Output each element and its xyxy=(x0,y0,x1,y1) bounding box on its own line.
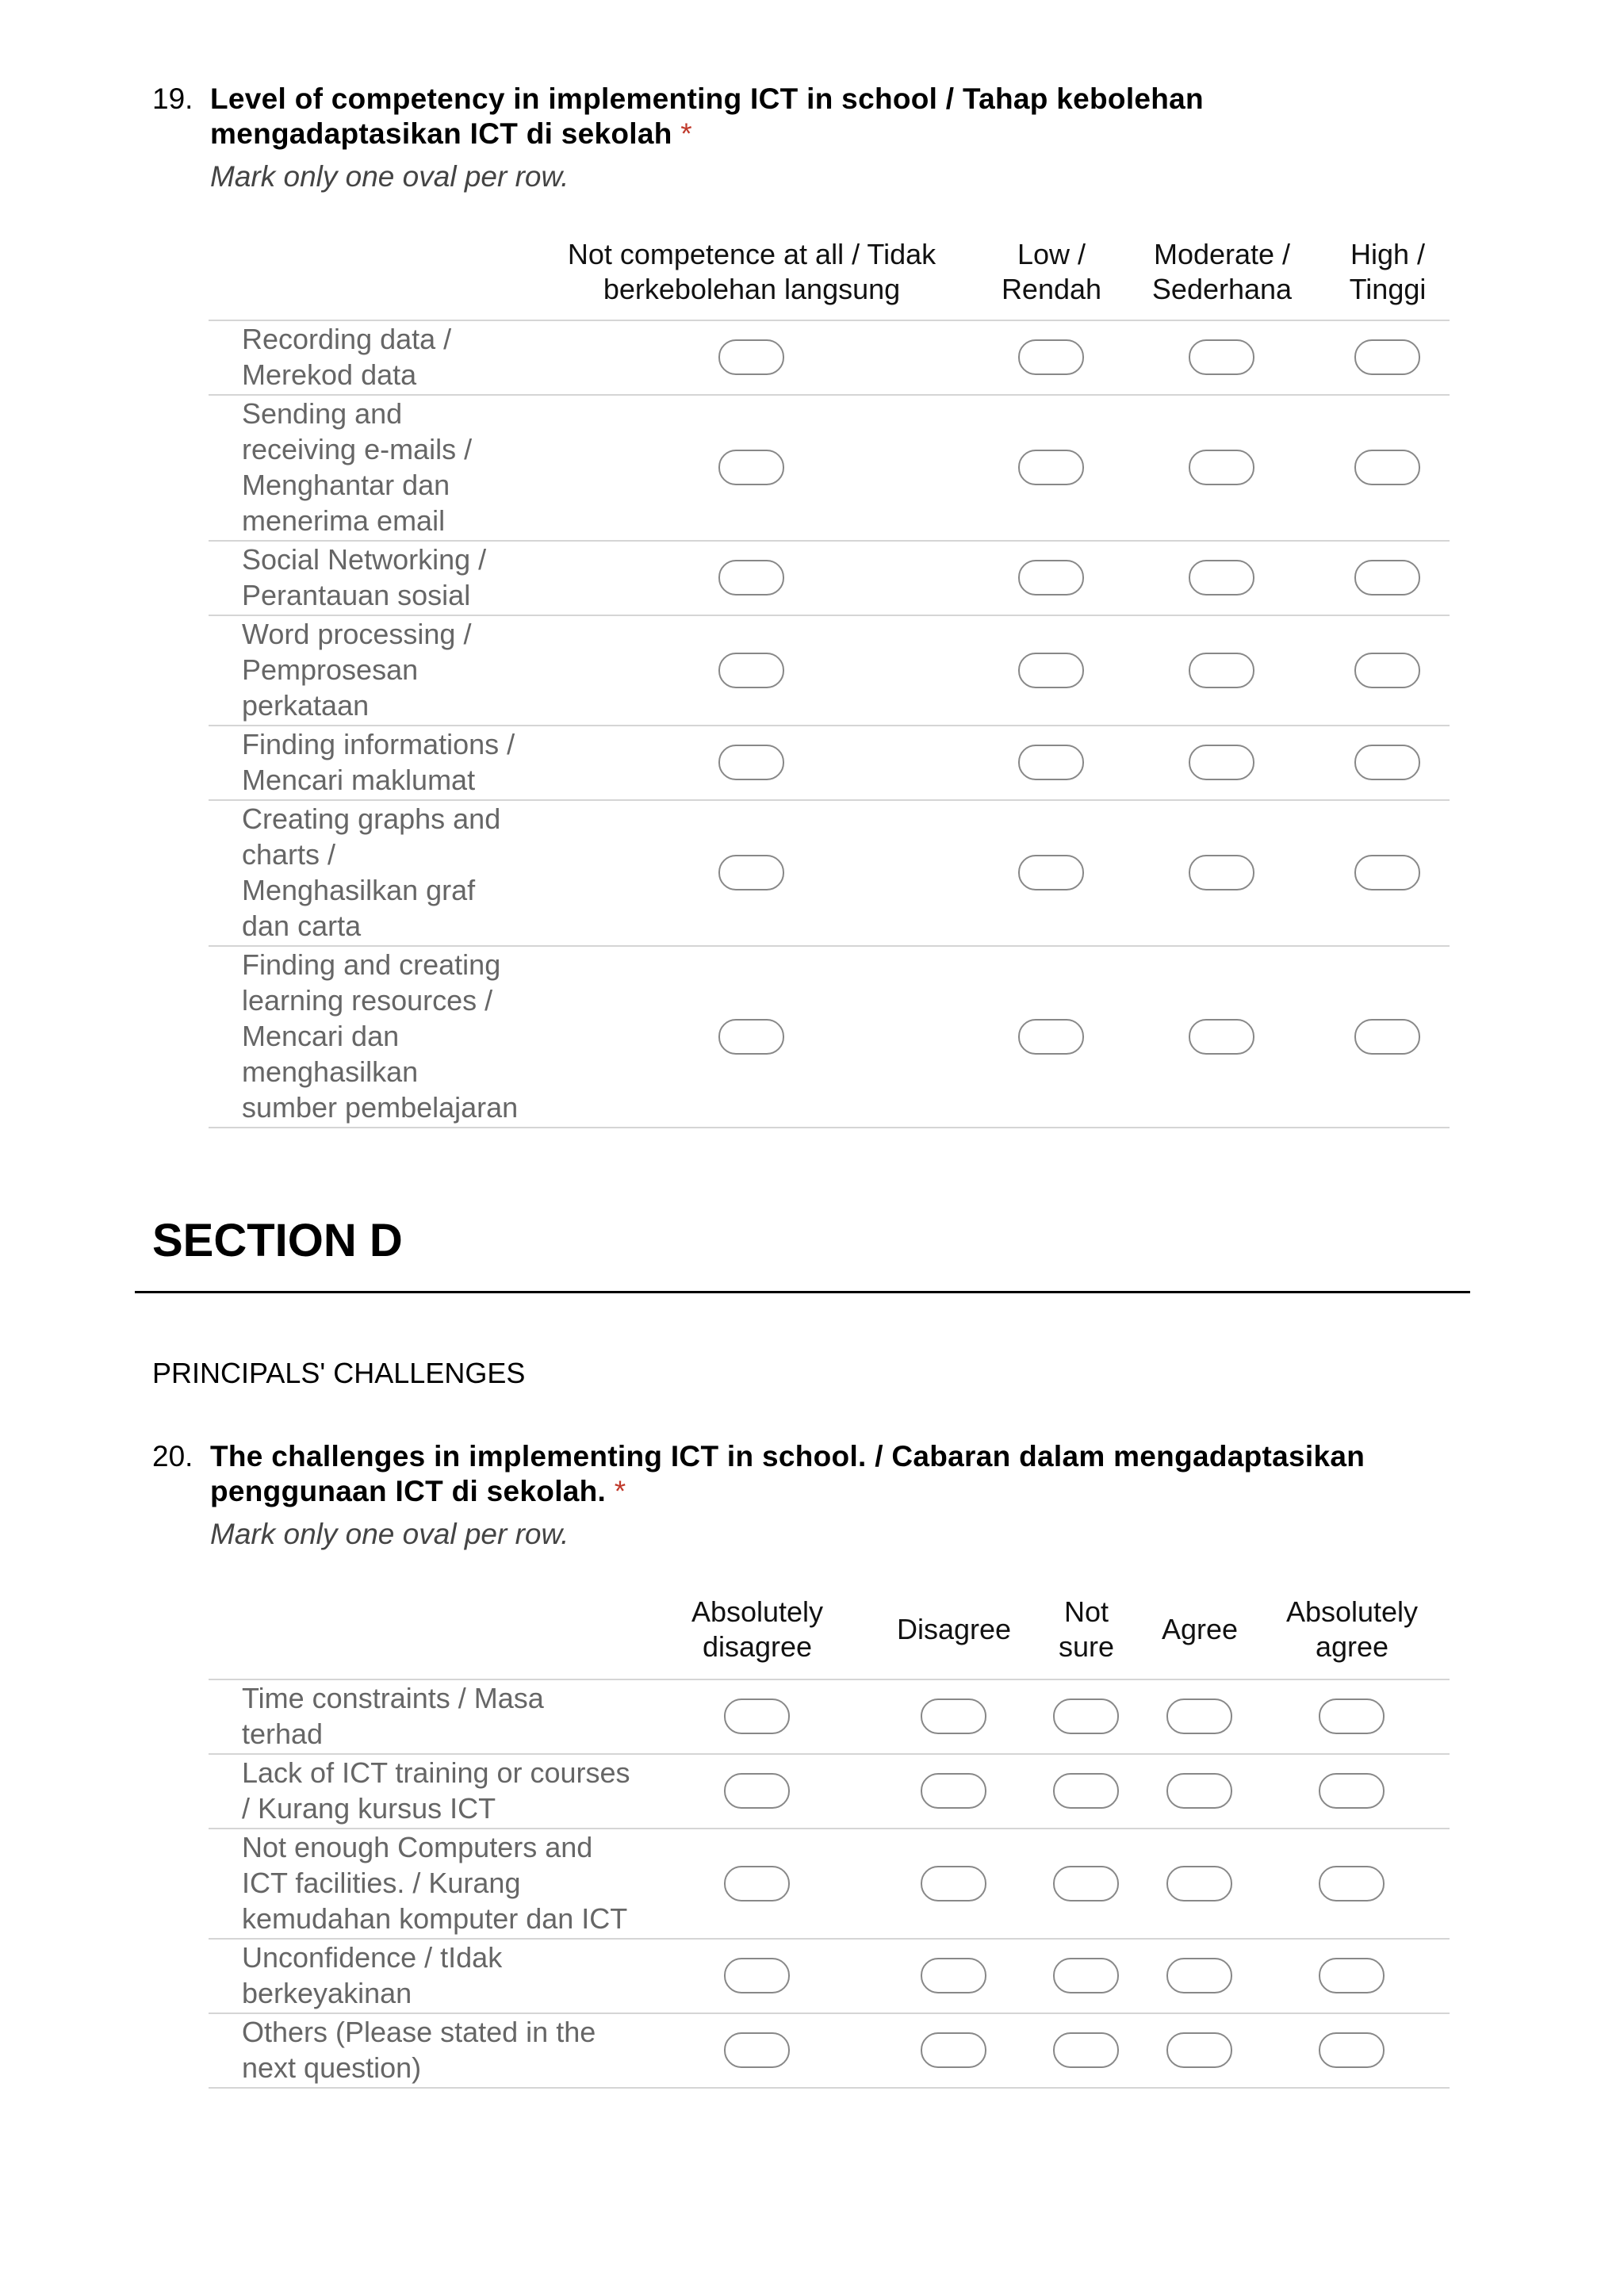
radio-oval[interactable] xyxy=(1189,450,1254,485)
column-header xyxy=(1039,1586,1134,1672)
row-label xyxy=(242,1829,627,1936)
radio-oval[interactable] xyxy=(1354,745,1420,780)
radio-oval[interactable] xyxy=(1354,339,1420,375)
radio-oval[interactable] xyxy=(724,1698,790,1734)
column-header-line: sure xyxy=(1058,1630,1115,1663)
grid-row xyxy=(209,321,1450,396)
column-header-line: Absolutely xyxy=(691,1595,824,1628)
radio-oval[interactable] xyxy=(1354,560,1420,596)
question-hint: Mark only one oval per row. xyxy=(210,160,569,193)
question-title-line: mengadaptasikan ICT di sekolah xyxy=(210,117,672,150)
radio-oval[interactable] xyxy=(1319,1866,1385,1901)
question-title-line: Level of competency in implementing ICT in school / Tahap kebolehan xyxy=(210,82,1204,115)
grid-row xyxy=(209,1829,1450,1940)
grid-row xyxy=(209,396,1450,542)
question-19-grid xyxy=(209,230,1450,1128)
required-asterisk: * xyxy=(614,1475,626,1507)
radio-oval[interactable] xyxy=(718,745,784,780)
row-label-line: Word processing / xyxy=(242,618,472,650)
row-label-line: charts / xyxy=(242,838,336,871)
row-label-line: receiving e-mails / xyxy=(242,433,473,465)
column-header xyxy=(988,230,1115,313)
row-label-line: Others (Please stated in the xyxy=(242,2016,596,2048)
radio-oval[interactable] xyxy=(1018,560,1084,596)
row-label-line: Creating graphs and xyxy=(242,802,501,835)
row-label-line: Finding informations / xyxy=(242,728,515,760)
column-header-line: Moderate / xyxy=(1153,237,1291,270)
row-label-line: Lack of ICT training or courses xyxy=(242,1756,630,1789)
radio-oval[interactable] xyxy=(1189,1019,1254,1055)
row-label-line: Pemprosesan xyxy=(242,653,419,686)
question-title-line: penggunaan ICT di sekolah. xyxy=(210,1475,607,1507)
radio-oval[interactable] xyxy=(724,1773,790,1809)
row-label-line: Menghasilkan graf xyxy=(242,874,476,906)
row-label-line: Recording data / xyxy=(242,323,452,355)
question-title-line: The challenges in implementing ICT in school. / Cabaran dalam mengadaptasikan xyxy=(210,1440,1365,1473)
radio-oval[interactable] xyxy=(1319,1773,1385,1809)
required-asterisk: * xyxy=(680,117,692,150)
radio-oval[interactable] xyxy=(1189,745,1254,780)
row-label-line: next question) xyxy=(242,2051,422,2084)
question-title xyxy=(210,1439,1365,1509)
column-header-line: agree xyxy=(1315,1630,1389,1663)
row-label-line: Social Networking / xyxy=(242,543,487,576)
column-header-line: Low / xyxy=(1017,237,1086,270)
grid-row xyxy=(209,1755,1450,1829)
row-label xyxy=(242,1680,544,1752)
column-header xyxy=(1152,1586,1247,1672)
grid-row xyxy=(209,1680,1450,1755)
radio-oval[interactable] xyxy=(1053,1698,1119,1734)
column-header-line: Rendah xyxy=(1001,272,1102,305)
radio-oval[interactable] xyxy=(1053,1866,1119,1901)
row-label-line: Mencari dan xyxy=(242,1020,400,1052)
radio-oval[interactable] xyxy=(921,1773,986,1809)
radio-oval[interactable] xyxy=(1319,2032,1385,2068)
row-label xyxy=(242,616,471,723)
radio-oval[interactable] xyxy=(1354,1019,1420,1055)
radio-oval[interactable] xyxy=(921,2032,986,2068)
row-label xyxy=(242,542,486,613)
question-number: 19. xyxy=(152,82,193,115)
column-header-line: High / xyxy=(1350,237,1426,270)
radio-oval[interactable] xyxy=(1189,339,1254,375)
grid-row xyxy=(209,1940,1450,2014)
column-header xyxy=(1135,230,1309,313)
radio-oval[interactable] xyxy=(1166,1698,1232,1734)
radio-oval[interactable] xyxy=(718,450,784,485)
row-label-line: menghasilkan xyxy=(242,1055,419,1088)
radio-oval[interactable] xyxy=(1053,1773,1119,1809)
column-header-line: Tinggi xyxy=(1349,272,1427,305)
column-header-line: Sederhana xyxy=(1151,272,1293,305)
section-divider xyxy=(135,1291,1470,1293)
row-label xyxy=(242,396,472,538)
row-label-line: Not enough Computers and xyxy=(242,1831,593,1863)
radio-oval[interactable] xyxy=(724,1866,790,1901)
radio-oval[interactable] xyxy=(1189,855,1254,890)
row-label xyxy=(242,321,451,393)
section-title: SECTION D xyxy=(152,1215,403,1266)
row-label-line: / Kurang kursus ICT xyxy=(242,1792,496,1825)
row-label-line: Finding and creating xyxy=(242,948,501,981)
radio-oval[interactable] xyxy=(718,339,784,375)
column-header xyxy=(662,1586,852,1672)
row-label-line: Merekod data xyxy=(242,358,417,391)
column-header-line: Agree xyxy=(1161,1612,1239,1645)
radio-oval[interactable] xyxy=(921,1698,986,1734)
radio-oval[interactable] xyxy=(1189,653,1254,688)
radio-oval[interactable] xyxy=(1018,653,1084,688)
row-label-line: Menghantar dan xyxy=(242,469,450,501)
radio-oval[interactable] xyxy=(1166,2032,1232,2068)
column-header xyxy=(1269,1586,1435,1672)
radio-oval[interactable] xyxy=(724,1958,790,1993)
row-label-line: learning resources / xyxy=(242,984,493,1017)
column-header-line: disagree xyxy=(702,1630,813,1663)
row-label-line: berkeyakinan xyxy=(242,1977,412,2009)
radio-oval[interactable] xyxy=(724,2032,790,2068)
radio-oval[interactable] xyxy=(718,855,784,890)
question-title xyxy=(210,82,1204,151)
radio-oval[interactable] xyxy=(1189,560,1254,596)
radio-oval[interactable] xyxy=(921,1958,986,1993)
row-label xyxy=(242,726,515,798)
grid-header xyxy=(209,1586,1450,1680)
column-header-line: Not competence at all / Tidak xyxy=(567,237,936,270)
question-hint: Mark only one oval per row. xyxy=(210,1518,569,1550)
grid-row xyxy=(209,801,1450,947)
row-label xyxy=(242,1755,630,1826)
row-label xyxy=(242,947,518,1125)
question-number: 20. xyxy=(152,1440,193,1473)
radio-oval[interactable] xyxy=(718,653,784,688)
column-header-line: Not xyxy=(1063,1595,1109,1628)
row-label xyxy=(242,2014,596,2085)
row-label xyxy=(242,1940,502,2011)
row-label-line: Unconfidence / tIdak xyxy=(242,1941,503,1974)
radio-oval[interactable] xyxy=(1018,450,1084,485)
radio-oval[interactable] xyxy=(1018,339,1084,375)
row-label-line: ICT facilities. / Kurang xyxy=(242,1867,521,1899)
row-label-line: Sending and xyxy=(242,397,403,430)
row-label-line: sumber pembelajaran xyxy=(242,1091,519,1124)
radio-oval[interactable] xyxy=(1319,1958,1385,1993)
column-header-line: Absolutely xyxy=(1285,1595,1419,1628)
question-20-grid xyxy=(209,1586,1450,2089)
question-19 xyxy=(152,82,1500,201)
row-label-line: dan carta xyxy=(242,910,362,942)
radio-oval[interactable] xyxy=(1354,653,1420,688)
radio-oval[interactable] xyxy=(1018,855,1084,890)
row-label-line: Time constraints / Masa xyxy=(242,1682,544,1714)
radio-oval[interactable] xyxy=(718,1019,784,1055)
grid-header xyxy=(209,230,1450,321)
radio-oval[interactable] xyxy=(1166,1773,1232,1809)
column-header xyxy=(1328,230,1447,313)
row-label-line: Mencari maklumat xyxy=(242,764,476,796)
radio-oval[interactable] xyxy=(1018,1019,1084,1055)
radio-oval[interactable] xyxy=(1053,2032,1119,2068)
column-header-line: Disagree xyxy=(896,1612,1012,1645)
row-label-line: kemudahan komputer dan ICT xyxy=(242,1902,628,1935)
radio-oval[interactable] xyxy=(1166,1866,1232,1901)
grid-row xyxy=(209,616,1450,726)
row-label xyxy=(242,801,500,944)
column-header-line: berkebolehan langsung xyxy=(603,272,901,305)
column-header xyxy=(875,1586,1033,1672)
column-header xyxy=(546,230,958,313)
row-label-line: perkataan xyxy=(242,689,370,722)
grid-row xyxy=(209,542,1450,616)
radio-oval[interactable] xyxy=(1018,745,1084,780)
radio-oval[interactable] xyxy=(1319,1698,1385,1734)
grid-row xyxy=(209,726,1450,801)
radio-oval[interactable] xyxy=(1053,1958,1119,1993)
radio-oval[interactable] xyxy=(1354,855,1420,890)
radio-oval[interactable] xyxy=(1354,450,1420,485)
radio-oval[interactable] xyxy=(1166,1958,1232,1993)
grid-row xyxy=(209,947,1450,1128)
row-label-line: terhad xyxy=(242,1718,324,1750)
grid-row xyxy=(209,2014,1450,2089)
section-description: PRINCIPALS' CHALLENGES xyxy=(152,1357,526,1389)
radio-oval[interactable] xyxy=(718,560,784,596)
radio-oval[interactable] xyxy=(921,1866,986,1901)
row-label-line: Perantauan sosial xyxy=(242,579,471,611)
question-20 xyxy=(152,1439,1500,1558)
row-label-line: menerima email xyxy=(242,504,446,537)
